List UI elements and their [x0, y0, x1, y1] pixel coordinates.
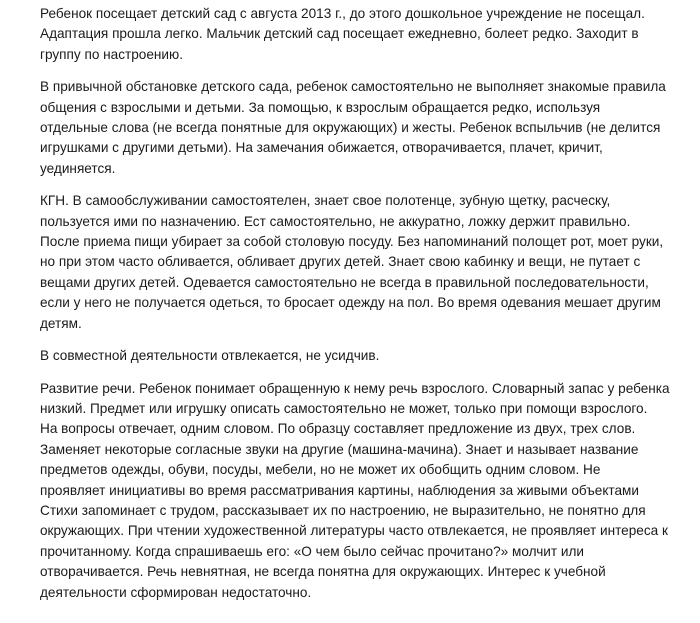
text-line: отдельные слова (не всегда понятные для окружающих) и жесты. Ребенок вспыльчив (не делится [40, 120, 661, 136]
paragraph-self-care [40, 191, 680, 334]
text-line: общения с взрослыми и детьми. За помощью, к взрослым обращается редко, используя [40, 99, 601, 115]
text-line: отворачивается. Речь невнятная, не всегда понятна для окружающих. Интерес к учебной [40, 564, 606, 580]
text-line: детям. [40, 315, 82, 331]
text-line: группу по настроению. [40, 46, 183, 62]
paragraph-social-behavior [40, 77, 680, 179]
paragraph-joint-activity [40, 346, 680, 366]
text-line: Стихи запоминает с трудом, рассказывает их по настроению, не выразительно, не понятно для [40, 502, 646, 518]
text-line: предметов одежды, обуви, посуды, мебели, но не может их обобщить одним словом. Не [40, 462, 601, 478]
text-line: уединяется. [40, 160, 116, 176]
paragraph-speech-development [40, 379, 680, 603]
text-line: Ребенок посещает детский сад с августа 2013 г., до этого дошкольное учреждение не посещал. [40, 6, 645, 21]
text-line: В совместной деятельности отвлекается, не усидчив. [40, 348, 380, 364]
text-line: игрушками с другими детьми). На замечания обижается, отворачивается, плачет, кричит, [40, 140, 603, 156]
text-line: прочитанному. Когда спрашиваешь его: «О чем было сейчас прочитано?» молчит или [40, 543, 585, 559]
text-line: Заменяет некоторые согласные звуки на другие (машина-мачина). Знает и называет название [40, 441, 639, 457]
text-line: После приема пищи убирает за собой столовую посуду. Без напоминаний полощет рот, моет руки, [40, 234, 664, 250]
text-line: КГН. В самообслуживании самостоятелен, знает свое полотенце, зубную щетку, расческу, [40, 193, 611, 209]
text-line: В привычной обстановке детского сада, ребенок самостоятельно не выполняет знакомые правила [40, 79, 666, 95]
text-line: низкий. Предмет или игрушку описать самостоятельно не может, только при помощи взрослого. [40, 400, 648, 416]
text-line: Адаптация прошла легко. Мальчик детский сад посещает ежедневно, болеет редко. Заходит в [40, 26, 639, 42]
text-line: проявляет инициативы во время рассматривания картины, наблюдения за живыми объектами [40, 482, 639, 498]
text-line: На вопросы отвечает, одним словом. По образцу составляет предложение из двух, трех слов. [40, 421, 636, 437]
paragraph-attendance [40, 4, 680, 65]
text-line: окружающих. При чтении художественной литературы часто отвлекается, не проявляет интереса к [40, 523, 668, 539]
text-line: пользуется ими по назначению. Ест самостоятельно, не аккуратно, ложку держит правильно. [40, 213, 631, 229]
text-line: деятельности сформирован недостаточно. [40, 584, 312, 600]
text-line: Развитие речи. Ребенок понимает обращенную к нему речь взрослого. Словарный запас у ребенка [40, 380, 670, 396]
text-line: но при этом часто обливается, обливает других детей. Знает свою кабинку и вещи, не путает с [40, 254, 641, 270]
text-line: если у него не получается одеться, то бросает одежду на пол. Во время одевания мешает другим [40, 295, 661, 311]
document-page [40, 4, 680, 615]
text-line: вещами других детей. Одевается самостоятельно не всегда в правильной последовательности, [40, 274, 649, 290]
